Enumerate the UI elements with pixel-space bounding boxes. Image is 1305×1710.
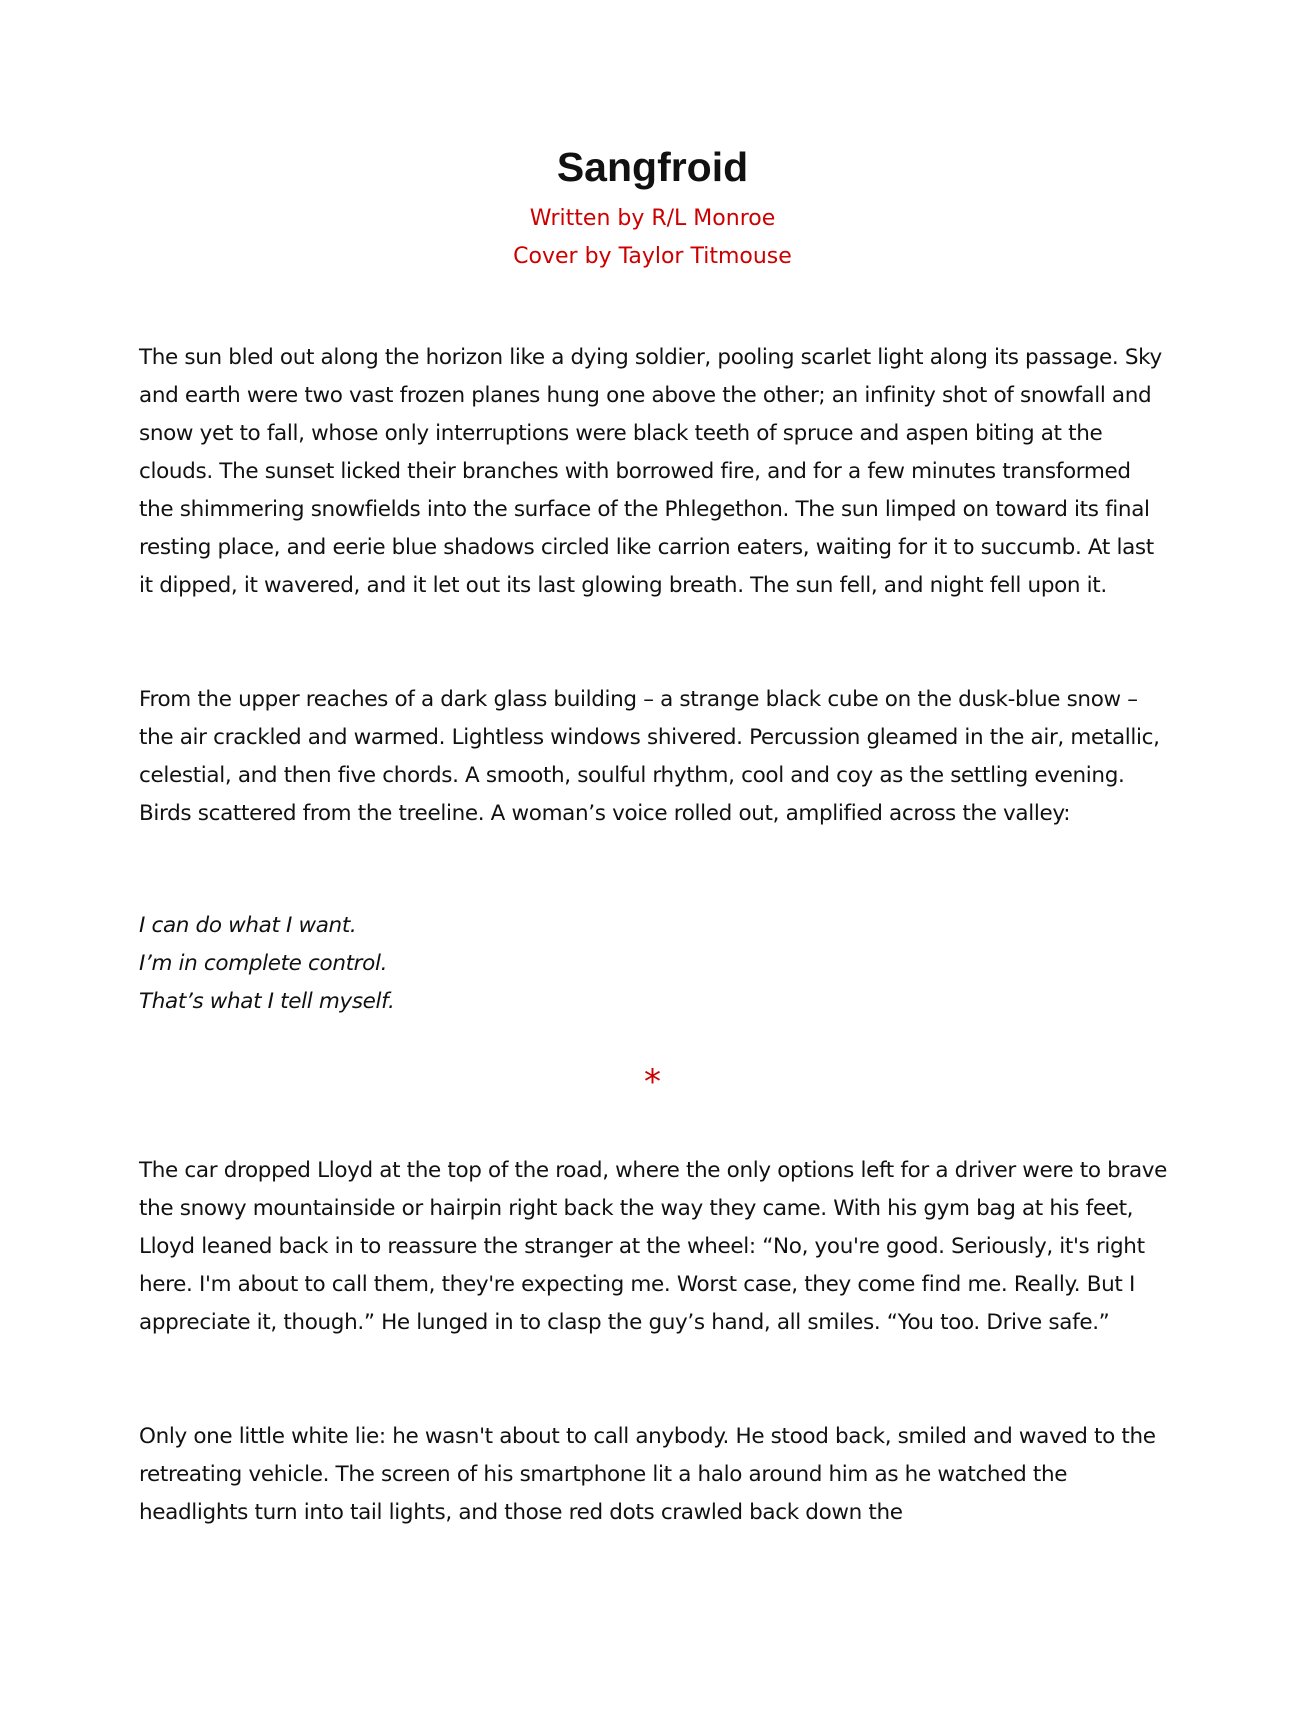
- lyric-line: I’m in complete control.: [139, 951, 388, 976]
- paragraph-text: The car dropped Lloyd at the top of the road, where the only options left for a driver were to brave the snowy mountainside or hairpin right back the way they came. With his gym bag at his feet, Lloyd leaned back in to reassure the stranger at the wheel: “No, you're good. Seriously, it's right here. I'm about to call them, they're expecting me. Worst case, they come find me. Really. But I appreciate it, though.” He lunged in to clasp the guy’s hand, all smiles. “You too. Drive safe.”: [139, 1158, 1168, 1335]
- paragraph: [139, 339, 1169, 605]
- lyric-line: I can do what I want.: [139, 913, 357, 938]
- paragraph-text: From the upper reaches of a dark glass building – a strange black cube on the dusk-blue snow – the air crackled and warmed. Lightless windows shivered. Percussion gleamed in the air, metallic, celestial, and then five chords. A smooth, soulful rhythm, cool and coy as the settling evening. Birds scattered from the treeline. A woman’s voice rolled out, amplified across the valley:: [139, 687, 1160, 826]
- paragraph-text: Only one little white lie: he wasn't about to call anybody. He stood back, smiled and waved to the retreating vehicle. The screen of his smartphone lit a halo around him as he watched the headlights turn into tail lights, and those red dots crawled back down the: [139, 1424, 1156, 1525]
- author-credit: Written by R/L Monroe: [529, 206, 776, 231]
- lyric-line: That’s what I tell myself.: [139, 989, 395, 1014]
- song-lyrics: [139, 907, 1169, 1021]
- section-break-asterisk: *: [644, 1062, 661, 1102]
- story-title: Sangfroid: [556, 144, 749, 190]
- paragraph: [139, 681, 1169, 833]
- cover-credit: Cover by Taylor Titmouse: [513, 244, 792, 269]
- paragraph-text: The sun bled out along the horizon like a dying soldier, pooling scarlet light along its passage. Sky and earth were two vast frozen planes hung one above the other; an infinity shot of snowfall and snow yet to fall, whose only interruptions were black teeth of spruce and aspen biting at the clouds. The sunset licked their branches with borrowed fire, and for a few minutes transformed the shimmering snowfields into the surface of the Phlegethon. The sun limped on toward its final resting place, and eerie blue shadows circled like carrion eaters, waiting for it to succumb. At last it dipped, it wavered, and it let out its last glowing breath. The sun fell, and night fell upon it.: [139, 345, 1162, 598]
- paragraph: [139, 1418, 1169, 1532]
- paragraph: [139, 1152, 1169, 1342]
